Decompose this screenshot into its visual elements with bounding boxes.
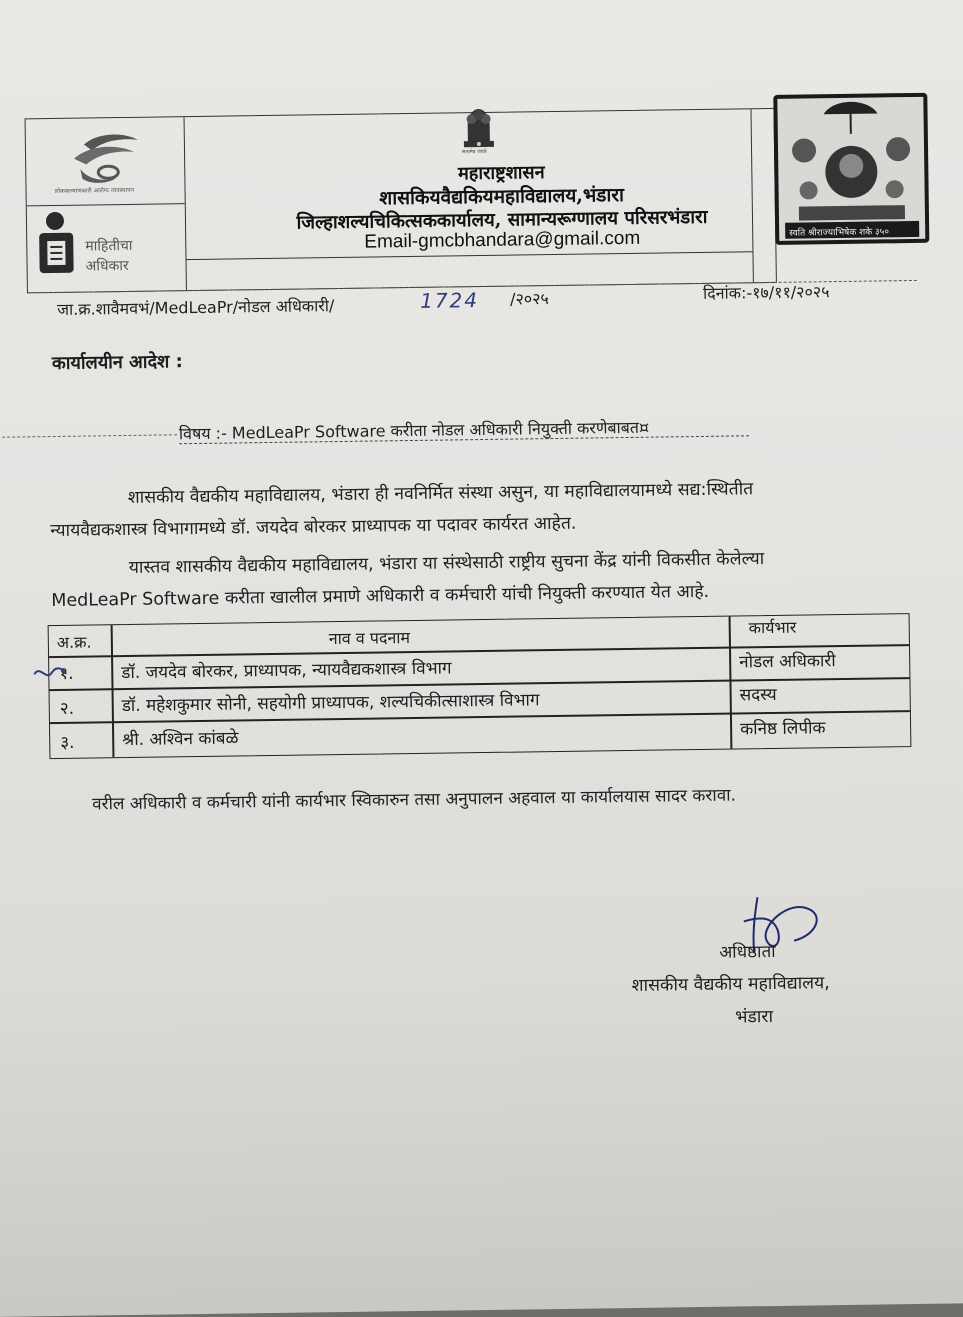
rti-logo [35,209,176,281]
order-title: कार्यालयीन आदेश : [52,349,183,375]
reference-number: 1724 [420,288,479,313]
shivaji-seal [773,93,929,245]
table-row-1-name: डॉ. जयदेव बोरकर, प्राध्यापक, न्यायवैद्यकशास्त्र विभाग [121,655,452,683]
seal-caption: स्वति श्रीराज्याभिषेक शके ३५० [789,224,889,238]
signatory-institution: शासकीय वैद्यकीय महाविद्यालय, [632,970,830,997]
header-line-1: महाराष्ट्रशासन [226,157,776,189]
national-emblem [453,103,504,164]
paragraph-1-line-1: शासकीय वैद्यकीय महाविद्यालय, भंडारा ही नवनिर्मित संस्था असुन, या महाविद्यालयामध्ये सद्य:स्थितीत [128,476,754,509]
table-row-2-name: डॉ. महेशकुमार सोनी, सहयोगी प्राध्यापक, शल्यचिकीत्साशास्त्र विभाग [122,687,540,716]
table-row-3-serial: ३. [60,730,75,753]
paragraph-2-line-2: MedLeaPr Software करीता खालील प्रमाणे अधिकारी व कर्मचारी यांची नियुक्ती करण्यात येत आहे. [51,579,709,612]
header-line-2: शासकियवैद्यकियमहाविद्यालय,भंडारा [227,179,777,213]
table-header-serial: अ.क्र. [57,630,92,652]
shivaji-seal-icon [773,93,929,245]
table-row-1-charge: नोडल अधिकारी [739,648,836,672]
reference-year: /२०२५ [510,287,549,310]
paragraph-2-line-1: यास्तव शासकीय वैद्यकीय महाविद्यालय, भंडारा या संस्थेसाठी राष्ट्रीय सुचना केंद्र यांनी विकसीत केलेल्या [129,546,765,579]
subject-dashes [0,434,177,438]
rti-label-2: अधिकार [85,256,128,276]
paragraph-1-line-2: न्यायवैद्यकशास्त्र विभागामध्ये डॉ. जयदेव बोरकर प्राध्यापक या पदावर कार्यरत आहेत. [50,511,576,542]
header-line-3: जिल्हाशल्यचिकित्सककार्यालय, सामान्यरूग्णालय परिसरभंडारा [227,203,777,236]
table-header-charge: कार्यभार [749,616,797,639]
health-logo [46,127,167,199]
health-logo-caption: लोककल्याणकारी आरोग्य व्यवस्थापन [54,186,134,195]
signatory-location: भंडारा [735,1004,773,1029]
officials-table [48,613,912,759]
subject-line: विषय :- MedLeaPr Software करीता नोडल अधिकारी नियुक्ती करणेबाबत¤ [179,416,650,445]
reference-prefix: जा.क्र.शावैमवभं/MedLeaPr/नोडल अधिकारी/ [57,294,334,320]
reference-date: दिनांक:-१७/११/२०२५ [703,280,830,304]
emblem-caption: सत्यमेव जयते [462,149,487,155]
table-row-2-charge: सदस्य [739,682,776,706]
ashoka-emblem-icon [453,103,504,152]
health-logo-icon [46,127,167,191]
closing-line: वरील अधिकारी व कर्मचारी यांनी कार्यभार स्विकारुन तसा अनुपालन अहवाल या कार्यालयास सादर करावा. [92,783,736,815]
signatory-title: अधिष्ठाता [719,939,776,963]
pen-tick-mark [30,660,70,685]
rti-person-icon [35,211,78,280]
letterhead [25,108,777,293]
header-email: Email-gmcbhandara@gmail.com [227,226,777,256]
table-row-2-serial: २. [60,696,75,719]
table-row-1-serial: १. [59,661,74,684]
table-row-3-charge: कनिष्ठ लिपीक [740,715,826,739]
table-row-3-name: श्री. अश्विन कांबळे [122,725,239,750]
rti-label-1: माहितीचा [85,236,132,256]
table-header-name: नाव व पदनाम [329,626,410,649]
